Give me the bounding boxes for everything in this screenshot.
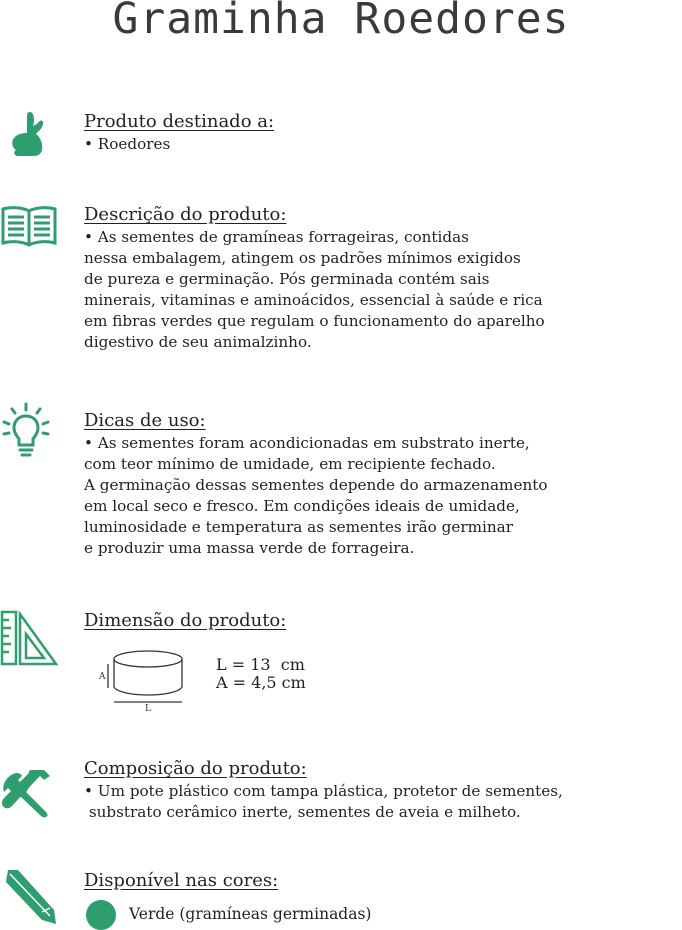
colors-heading: Disponível nas cores:: [84, 870, 279, 891]
pencil-icon: [0, 868, 58, 926]
composition-section: [84, 757, 563, 823]
description-text: • As sementes de gramíneas forrageiras, contidas nessa embalagem, atingem os padrões mínimos exigidos de pureza e germinação. Pós germinada contém sais minerais, vitaminas e aminoácidos, essencial à saúde e rica em fibras verdes que regulam o funcionamento do aparelho digestivo de seu animalzinho.: [84, 228, 545, 351]
tips-section: [84, 409, 547, 559]
container-diagram: [98, 648, 193, 716]
dim-label-l: L: [145, 704, 151, 712]
rabbit-icon: [8, 110, 48, 158]
dim-label-a: A: [99, 672, 106, 682]
tips-text: • As sementes foram acondicionadas em substrato inerte, com teor mínimo de umidade, em recipiente fechado. A germinação dessas sementes depende do armazenamento em local seco e fresco. Em condições ideais de umidade, luminosidade e temperatura as sementes irão germinar e produzir uma massa verde de forrageira.: [84, 434, 548, 557]
target-text: • Roedores: [84, 135, 171, 153]
composition-heading: Composição do produto:: [84, 758, 307, 779]
lightbulb-icon: [2, 402, 50, 460]
color-label-green: Verde (gramíneas germinadas): [129, 905, 372, 923]
tips-heading: Dicas de uso:: [84, 410, 206, 431]
description-section: [84, 203, 545, 353]
description-heading: Descrição do produto:: [84, 204, 287, 225]
ruler-triangle-icon: [0, 608, 58, 668]
dimension-values: L = 13 cm A = 4,5 cm: [216, 655, 306, 692]
target-heading: Produto destinado a:: [84, 111, 275, 132]
colors-section: [84, 869, 278, 893]
open-book-icon: [0, 205, 58, 249]
dimension-heading: Dimensão do produto:: [84, 610, 287, 631]
composition-text: • Um pote plástico com tampa plástica, protetor de sementes, substrato cerâmico inerte, sementes de aveia e milheto.: [84, 782, 563, 821]
page-title: Graminha Roedores: [112, 0, 570, 44]
target-section: [84, 110, 274, 155]
dimension-section: [84, 609, 286, 633]
color-swatch-green: [86, 900, 116, 930]
tools-icon: [0, 766, 56, 818]
